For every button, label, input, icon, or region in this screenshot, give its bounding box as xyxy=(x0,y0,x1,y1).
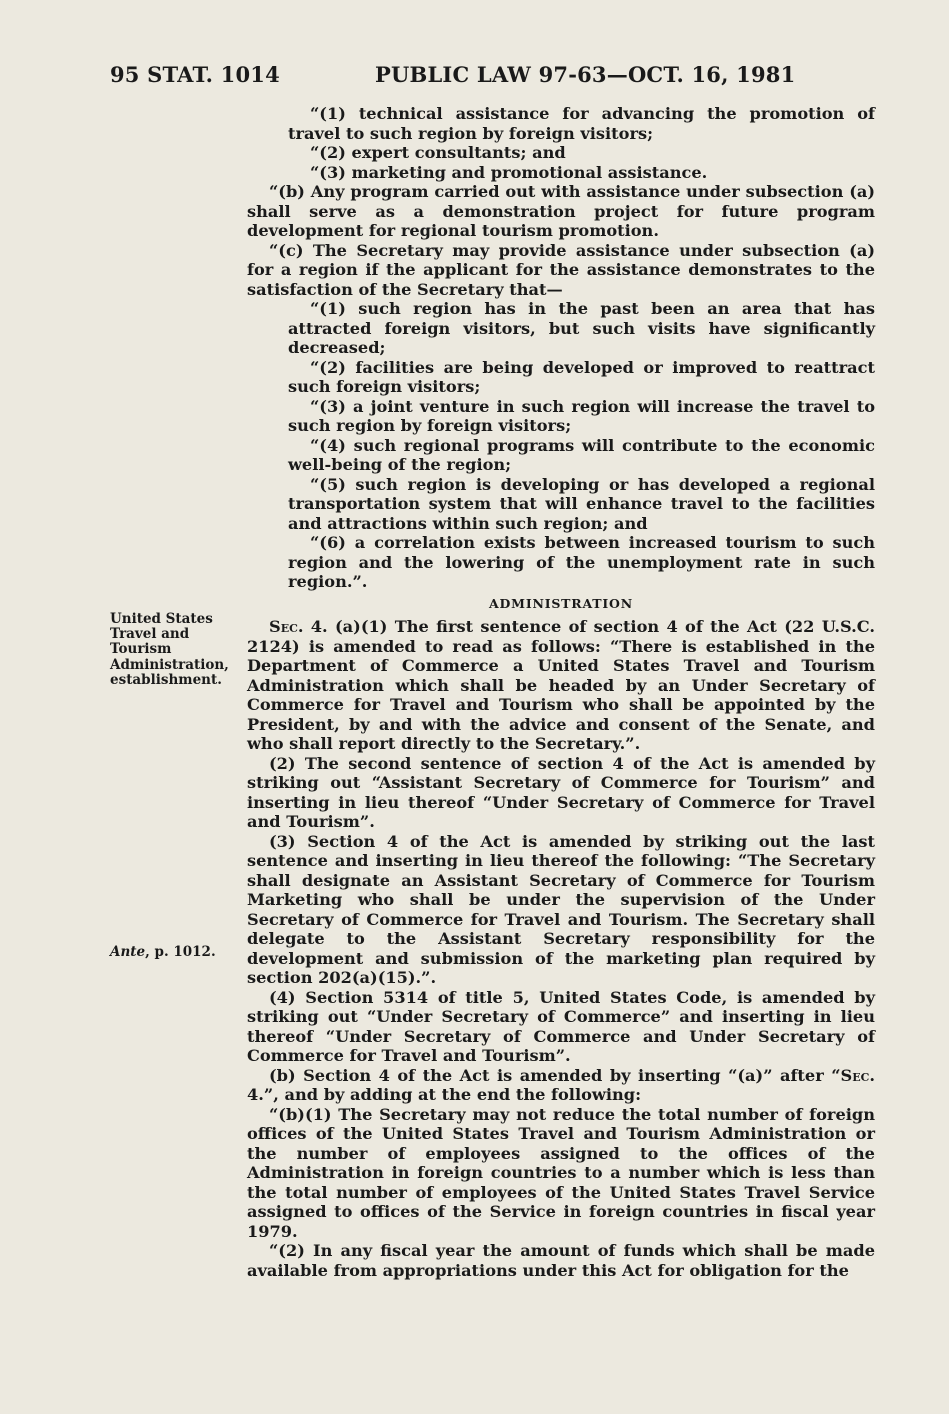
paragraph: “(2) facilities are being developed or improved to reattract such foreign visitors; xyxy=(288,357,875,396)
paragraph: “(2) expert consultants; and xyxy=(310,143,566,162)
paragraph: “(4) such regional programs will contribute to the economic well-being of the region; xyxy=(288,435,875,474)
paragraph: “(2) In any fiscal year the amount of funds which shall be made available from appropriations under this Act for obligation for the xyxy=(247,1241,875,1280)
paragraph xyxy=(247,617,875,754)
paragraph-text: (b) Section 4 of the Act is amended by inserting “(a)” after “ xyxy=(269,1065,841,1085)
section-heading: ADMINISTRATION xyxy=(489,595,633,611)
paragraph: (3) Section 4 of the Act is amended by striking out the last sentence and inserting in lieu thereof the following: “The Secretary shall designate an Assistant Secretary of Commerce for Tourism Marketing who shall be under the supervision of the Under Secretary of Commerce for Travel and Tourism. The Secretary shall delegate to the Assistant Secretary responsibility for the development and submission of the marketing plan required by section 202(a)(15).”. xyxy=(247,831,875,987)
margin-note-ante-italic: Ante xyxy=(110,944,146,960)
paragraph: “(1) such region has in the past been an area that has attracted foreign visitors, but such visits have significantly decreased; xyxy=(288,299,875,357)
paragraph: “(c) The Secretary may provide assistance under subsection (a) for a region if the applicant for the assistance demonstrates to the satisfaction of the Secretary that— xyxy=(247,240,875,299)
margin-note-ante xyxy=(110,945,235,960)
paragraph: “(b) Any program carried out with assistance under subsection (a) shall serve as a demonstration project for future program development for regional tourism promotion. xyxy=(247,182,875,240)
statute-page-number: 95 STAT. 1014 xyxy=(110,62,280,87)
paragraph: “(6) a correlation exists between increased tourism to such region and the lowering of the unemployment rate in such region.”. xyxy=(288,533,875,591)
body-text xyxy=(247,104,875,1280)
paragraph: “(5) such region is developing or has developed a regional transportation system that will enhance travel to the facilities and attractions within such region; and xyxy=(288,474,875,533)
public-law-title: PUBLIC LAW 97-63—OCT. 16, 1981 xyxy=(375,62,796,87)
paragraph xyxy=(247,1066,875,1105)
paragraph: “(3) a joint venture in such region will increase the travel to such region by foreign visitors; xyxy=(288,396,875,435)
paragraph: “(1) technical assistance for advancing the promotion of travel to such region by foreign visitors; xyxy=(288,104,875,143)
margin-note-usttA: United States Travel and Tourism Administration, establishment. xyxy=(110,611,229,688)
paragraph: (2) The second sentence of section 4 of the Act is amended by striking out “Assistant Secretary of Commerce for Tourism” and inserting in lieu thereof “Under Secretary of Commerce for Travel and Tourism”. xyxy=(247,753,875,831)
paragraph: “(b)(1) The Secretary may not reduce the total number of foreign offices of the United States Travel and Tourism Administration or the number of employees assigned to the offices of the Administration in foreign countries to a number which is less than the total number of employees of the United States Travel Service assigned to offices of the Service in foreign countries in fiscal year 1979. xyxy=(247,1104,875,1241)
page-header xyxy=(110,62,870,92)
paragraph-text: 4.”, and by adding at the end the following: xyxy=(247,1085,642,1104)
paragraph: (4) Section 5314 of title 5, United States Code, is amended by striking out “Under Secretary of Commerce” and inserting in lieu thereof “Under Secretary of Commerce and Under Secretary of Commerce for Travel and Tourism”. xyxy=(247,987,875,1065)
margin-note-ante-page: , p. 1012. xyxy=(145,944,216,960)
paragraph: “(3) marketing and promotional assistance. xyxy=(310,162,708,182)
section-label: Sec. xyxy=(840,1065,875,1085)
section-label: Sec. xyxy=(269,617,304,636)
paragraph-text: 4. (a)(1) The first sentence of section 4 of the Act (22 U.S.C. 2124) is amended to read as follows: “There is established in the Department of Commerce a United States Travel and Tourism Administration which shall be headed by an Under Secretary of Commerce for Travel and Tourism who shall be appointed by the President, by and with the advice and consent of the Senate, and who shall report directly to the Secretary.”. xyxy=(247,617,875,753)
